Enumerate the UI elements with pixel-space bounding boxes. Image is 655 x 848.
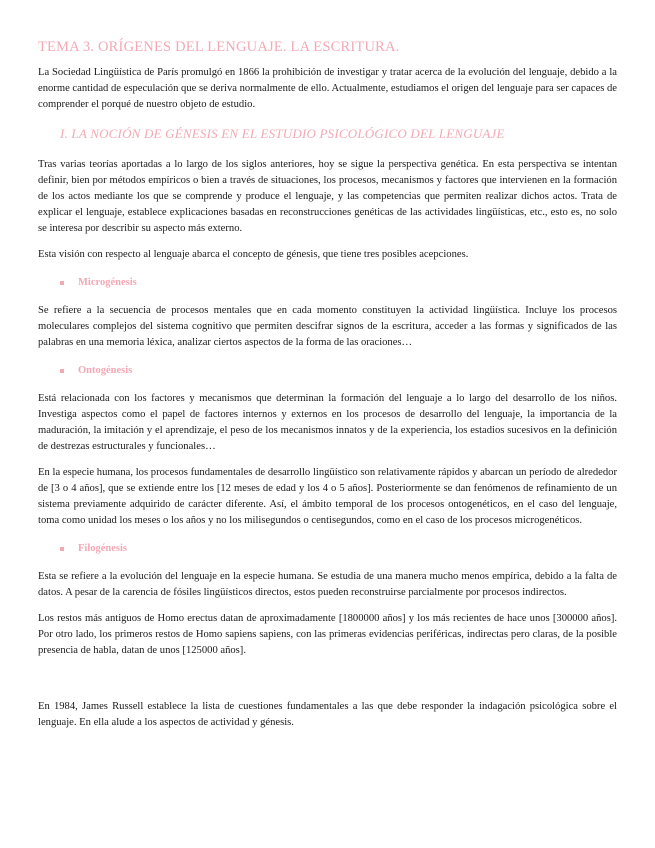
paragraph-russell: En 1984, James Russell establece la lista de cuestiones fundamentales a las que debe responder la indagación psicológica sobre el lenguaje. En ella alude a los aspectos de actividad y génesis. [38,701,617,728]
bullet-icon [60,547,64,551]
paragraph-filo-2: Los restos más antiguos de Homo erectus datan de aproximadamente [1800000 años] y los más recientes de hace unos [300000 años]. Por otro lado, los primeros restos de Homo sapiens sapiens, con las primeras evidencias periféricas, indirectas pero claras, de la posible presencia de habla, datan de unos [125000 años]. [38,613,617,656]
bullet-icon [60,369,64,373]
section-heading: I. LA NOCIÓN DE GÉNESIS EN EL ESTUDIO PSICOLÓGICO DEL LENGUAJE [60,126,505,141]
bullet-microgenesis: Microgénesis [60,275,617,291]
paragraph-siglos: Tras varias teorías aportadas a lo largo de los siglos anteriores, hoy se sigue la perspectiva genética. En esta perspectiva se intentan definir, bien por métodos empíricos o bien a través de situaciones, los procesos, mecanismos y factores que intervienen en la formación de los actos mediante los que se comprende y produce el lenguaje, y las competencias que permiten realizar dichos actos. Trata de explicar el lenguaje, establece explicaciones basadas en reconstrucciones genéticas de las actividades lingüísticas, etc., esto es, no solo se interesa por describir su aspecto más externo. [38,159,617,234]
paragraph-onto-2: En la especie humana, los procesos fundamentales de desarrollo lingüístico son relativamente rápidos y abarcan un período de alrededor de [3 o 4 años], que se extiende entre los [12 meses de edad y los 4 o 5 años]. Posteriormente se dan fenómenos de refinamiento de un sistema previamente adquirido de carácter diferente. Así, el ámbito temporal de los procesos ontogenéticos, en el caso del lenguaje, toma como unidad los meses o los años y no los milisegundos o centisegundos, como en el caso de los procesos microgenéticos. [38,467,617,526]
paragraph-onto-1: Está relacionada con los factores y mecanismos que determinan la formación del lenguaje a lo largo del desarrollo de los niños. Investiga aspectos como el papel de factores internos y externos en los procesos de desarrollo del lenguaje, la importancia de la maduración, la imitación y el aprendizaje, el peso de los mecanismos innatos y de la experiencia, los estadios sucesivos en la definición de destrezas estructurales y funcionales… [38,393,617,452]
paragraph-acepciones: Esta visión con respecto al lenguaje abarca el concepto de génesis, que tiene tres posibles acepciones. [38,249,469,260]
bullet-filogenesis: Filogénesis [60,541,617,557]
document-title: TEMA 3. ORÍGENES DEL LENGUAJE. LA ESCRITURA. [38,39,400,55]
bullet-icon [60,281,64,285]
bullet-ontogenesis: Ontogénesis [60,363,617,379]
paragraph-intro: La Sociedad Lingüística de París promulgó en 1866 la prohibición de investigar y tratar acerca de la evolución del lenguaje, debido a la enorme cantidad de especulación que se deriva normalmente de ello. Actualmente, estudiamos el origen del lenguaje para ser capaces de comprender el porqué de nuestro objeto de estudio. [38,67,617,110]
paragraph-filo-1: Esta se refiere a la evolución del lenguaje en la especie humana. Se estudia de una manera mucho menos empírica, debido a la falta de datos. A pesar de la carencia de fósiles lingüísticos directos, estos pueden reconstruirse parcialmente por procesos indirectos. [38,571,617,598]
paragraph-micro: Se refiere a la secuencia de procesos mentales que en cada momento constituyen la actividad lingüística. Incluye los procesos moleculares complejos del sistema cognitivo que permiten descifrar signos de la escritura, acceder a las formas y significados de las palabras en una memoria léxica, analizar ciertos aspectos de la forma de las oraciones… [38,305,617,348]
